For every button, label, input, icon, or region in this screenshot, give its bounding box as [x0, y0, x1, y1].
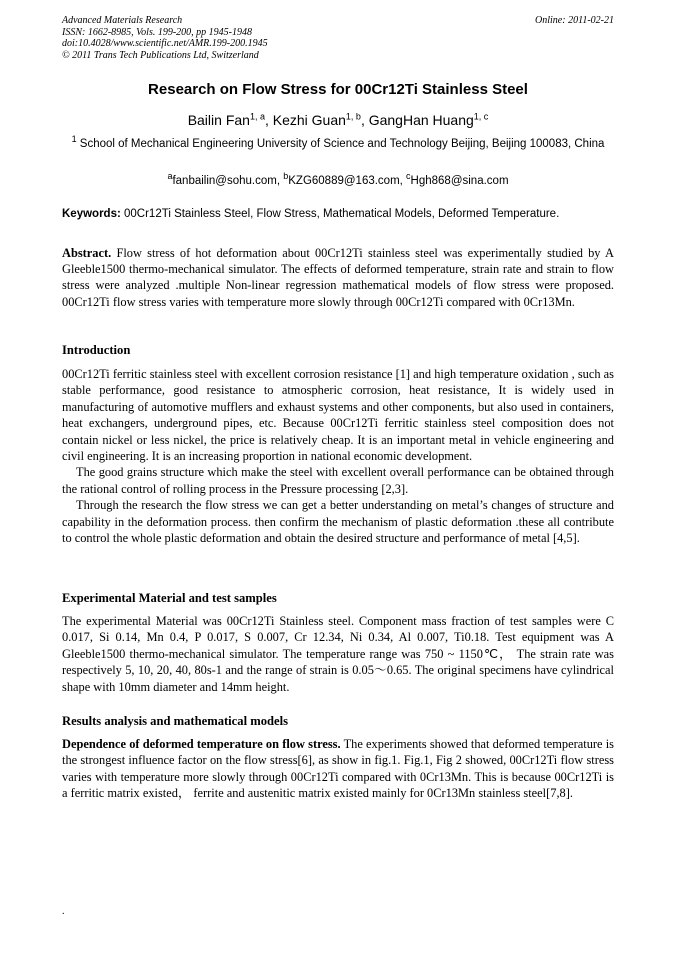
email-link[interactable]: fanbailin@sohu.com: [172, 175, 277, 187]
author-sup: 1, b: [345, 111, 361, 122]
email-list: [62, 171, 614, 187]
email-separator: ,: [399, 175, 407, 187]
section-heading-material: Experimental Material and test samples: [62, 591, 277, 605]
email-separator: ,: [276, 175, 284, 187]
journal-header: [62, 15, 614, 61]
paragraph: 00Cr12Ti ferritic stainless steel with excellent corrosion resistance [1] and high temperature oxidation , such as stable performance, good resistance to atmospheric corrosion, heat resistance, It is widely used in manufacturing of automotive mufflers and exhaust systems and other components, but also used in containers, heat exchangers, underground pipes, etc. Because 00Cr12Ti ferritic stainless steel composition does not contain nickel or less nickel, the price is relatively cheap. It is an important metal in vehicle engineering and civil engineering. It is an increasing proportion in national economic development.: [62, 367, 614, 464]
paragraph: Through the research the flow stress we can get a better understanding on metal’s changes of structure and capability in the deformation process. then confirm the mechanism of plastic deformation .these all contribute to control the whole plastic deformation and obtain the desired structure and performance of metal [4,5].: [62, 498, 614, 546]
paragraph: [62, 736, 614, 802]
author-list: [62, 112, 614, 128]
paragraph: The experimental Material was 00Cr12Ti Stainless steel. Component mass fraction of test samples were C 0.017, Si 0.14, Mn 0.4, P 0.017, S 0.007, Cr 12.34, Ni 0.34, Al 0.007, Ti0.18. Test equipment was A Gleeble1500 thermo-mechanical simulator. The temperature range was 750 ~ 1150℃， The strain rate was respectively 5, 10, 20, 40, 80s-1 and the range of strain is 0.05～0.65. The original specimens have cylindrical shape with 10mm diameter and 14mm height.: [62, 614, 614, 694]
abstract: [62, 245, 614, 310]
online-date: Online: 2011-02-21: [535, 15, 614, 26]
author-separator: ,: [360, 112, 369, 128]
keywords: [62, 208, 614, 220]
email-sup: a: [167, 171, 173, 182]
email-link[interactable]: Hgh868@sina.com: [410, 175, 509, 187]
email-sup: c: [406, 171, 411, 182]
keywords-label: Keywords:: [62, 208, 121, 220]
author-sup: 1, a: [249, 111, 265, 122]
doi-line: doi:10.4028/www.scientific.net/AMR.199-200.1945: [62, 38, 268, 49]
affiliation: [62, 134, 614, 152]
abstract-text: Flow stress of hot deformation about 00Cr12Ti stainless steel was experimentally studied by A Gleeble1500 thermo-mechanical simulator. The effects of deformed temperature, strain rate and strain to flow stress were analyzed .multiple Non-linear regression mathematical models of flow stress were proposed. 00Cr12Ti flow stress varies with temperature more slowly through 00Cr12Ti compared with 0Cr13Mn.: [62, 246, 614, 309]
paragraph: The good grains structure which make the steel with excellent overall performance can be obtained through the rational control of rolling process in the Pressure processing [2,3].: [62, 465, 614, 496]
keywords-text: 00Cr12Ti Stainless Steel, Flow Stress, Mathematical Models, Deformed Temperature.: [124, 208, 560, 220]
journal-name: Advanced Materials Research: [62, 15, 183, 26]
author-name: GangHan Huang: [368, 112, 474, 128]
issn-line: ISSN: 1662-8985, Vols. 199-200, pp 1945-1948: [62, 26, 252, 38]
section-heading-introduction: Introduction: [62, 343, 131, 357]
author-name: Bailin Fan: [187, 112, 250, 128]
affiliation-text: School of Mechanical Engineering University of Science and Technology Beijing, Beijing 100083, China: [79, 138, 605, 150]
material-body: [62, 613, 614, 695]
runin-heading: Dependence of deformed temperature on flow stress.: [62, 737, 341, 751]
email-sup: b: [283, 171, 289, 182]
copyright-line: © 2011 Trans Tech Publications Ltd, Switzerland: [62, 49, 259, 61]
section-heading-results: Results analysis and mathematical models: [62, 714, 288, 728]
paragraph-text: The experiments showed that deformed temperature is the strongest influence factor on the flow stress[6], as show in fig.1. Fig.1, Fig 2 showed, 00Cr12Ti flow stress varies with temperature more slowly through 00Cr12Ti compared with 0Cr13Mn. This is because 00Cr12Ti is a ferritic matrix existed， ferrite and austenitic matrix existed mainly for 0Cr13Mn stainless steel[7,8].: [62, 737, 614, 801]
paper-title: Research on Flow Stress for 00Cr12Ti Stainless Steel: [148, 81, 528, 98]
email-link[interactable]: KZG60889@163.com: [288, 175, 400, 187]
abstract-label: Abstract.: [62, 246, 112, 260]
footer-mark: .: [62, 906, 65, 917]
author-name: Kezhi Guan: [272, 112, 346, 128]
affiliation-sup: 1: [71, 134, 77, 145]
introduction-body: [62, 366, 614, 546]
author-separator: ,: [264, 112, 273, 128]
author-sup: 1, c: [473, 111, 489, 122]
results-body: [62, 736, 614, 802]
